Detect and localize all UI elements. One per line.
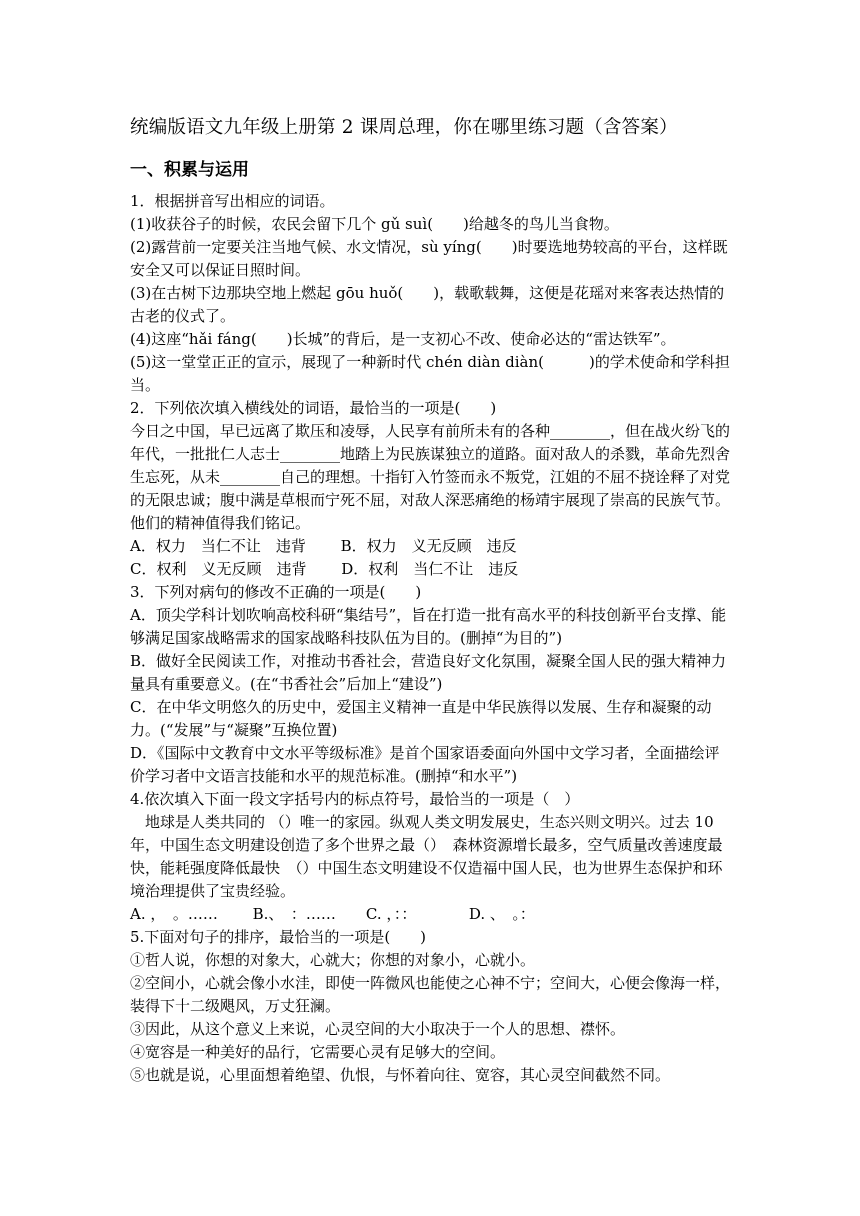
section-heading: 一、积累与运用: [130, 160, 249, 180]
question-5-sentence-3: ③因此，从这个意义上来说，心灵空间的大小取决于一个人的思想、襟怀。: [130, 1020, 626, 1038]
question-3-option-d: D．《国际中文教育中文水平等级标准》是首个国家语委面向外国中文学习者，全面描绘评价学习者中文语言技能和水平的规范标准。(删掉“和水平”): [130, 744, 720, 785]
question-1-item-5: (5)这一堂堂正正的宣示，展现了一种新时代 chén diàn diàn( )的学术使命和学科担当。: [130, 353, 730, 394]
question-5-sentence-5: ⑤也就是说，心里面想着绝望、仇恨，与怀着向往、宽容，其心灵空间截然不同。: [130, 1066, 671, 1084]
question-3-stem: 3．下列对病句的修改不正确的一项是( ): [130, 583, 422, 601]
question-4-options: A. ， 。…… B.、 ：…… C. ，：： D. 、 。：: [130, 905, 535, 923]
question-1-item-2: (2)露营前一定要关注当地气候、水文情况，sù yíng( )时要选地势较高的平台，这样既安全又可以保证日照时间。: [130, 238, 728, 279]
question-2-stem: 2．下列依次填入横线处的词语，最恰当的一项是( ): [130, 399, 497, 417]
question-3-option-b: B．做好全民阅读工作，对推动书香社会，营造良好文化氛围，凝聚全国人民的强大精神力量具有重要意义。(在“书香社会”后加上“建设”): [130, 652, 727, 693]
question-1-stem: 1．根据拼音写出相应的词语。: [130, 192, 335, 210]
question-4-stem: 4.依次填入下面一段文字括号内的标点符号，最恰当的一项是（ ）: [130, 790, 580, 808]
question-1-item-3: (3)在古树下边那块空地上燃起 gōu huǒ( )，载歌载舞，这便是花瑶对来客表达热情的古老的仪式了。: [130, 284, 725, 325]
question-1-item-1: (1)收获谷子的时候，农民会留下几个 gǔ suì( )给越冬的鸟儿当食物。: [130, 215, 619, 233]
question-2-options-ab: A．权力 当仁不让 违背 B．权力 义无反顾 违反: [130, 537, 517, 555]
question-5-sentence-4: ④宽容是一种美好的品行，它需要心灵有足够大的空间。: [130, 1043, 506, 1061]
question-3-option-c: C．在中华文明悠久的历史中，爱国主义精神一直是中华民族得以发展、生存和凝聚的动力。(“发展”与“凝聚”互换位置): [130, 698, 712, 739]
question-3-option-a: A．顶尖学科计划吹响高校科研“集结号”，旨在打造一批有高水平的科技创新平台支撑、能够满足国家战略需求的国家战略科技队伍为目的。(删掉“为目的”): [130, 606, 727, 647]
question-1-item-4: (4)这座“hǎi fáng( )长城”的背后，是一支初心不改、使命必达的“雷达铁军”。: [130, 330, 676, 348]
question-2-options-cd: C．权利 义无反顾 违背 D．权利 当仁不让 违反: [130, 560, 519, 578]
question-2-passage: 今日之中国，早已远离了欺压和凌辱，人民享有前所未有的各种________，但在战火纷飞的年代，一批批仁人志士________地踏上为民族谋独立的道路。面对敌人的杀戮，革命先烈舍生忘死，从未________自己的理想。十指钉入竹签而永不叛党，江姐的不屈不挠诠释了对党的无限忠诚；腹中满是草根而宁死不屈，对敌人深恶痛绝的杨靖宇展现了崇高的民族气节。他们的精神值得我们铭记。: [130, 422, 731, 532]
question-5-stem: 5.下面对句子的排序，最恰当的一项是( ): [130, 928, 427, 946]
question-5-sentence-1: ①哲人说，你想的对象大，心就大；你想的对象小，心就小。: [130, 951, 536, 969]
question-5-sentence-2: ②空间小，心就会像小水洼，即使一阵微风也能使之心神不宁；空间大，心便会像海一样，装得下十二级飓风，万丈狂澜。: [130, 974, 731, 1015]
document-body: [130, 190, 730, 1087]
document-title: 统编版语文九年级上册第 2 课周总理，你在哪里练习题（含答案）: [130, 117, 678, 138]
question-4-passage: 地球是人类共同的 （）唯一的家园。纵观人类文明发展史，生态兴则文明兴。过去 10 年，中国生态文明建设创造了多个世界之最（） 森林资源增长最多，空气质量改善速度最快，能耗强度降低最快 （）中国生态文明建设不仅造福中国人民，也为世界生态保护和环境治理提供了宝贵经验。: [130, 813, 723, 900]
